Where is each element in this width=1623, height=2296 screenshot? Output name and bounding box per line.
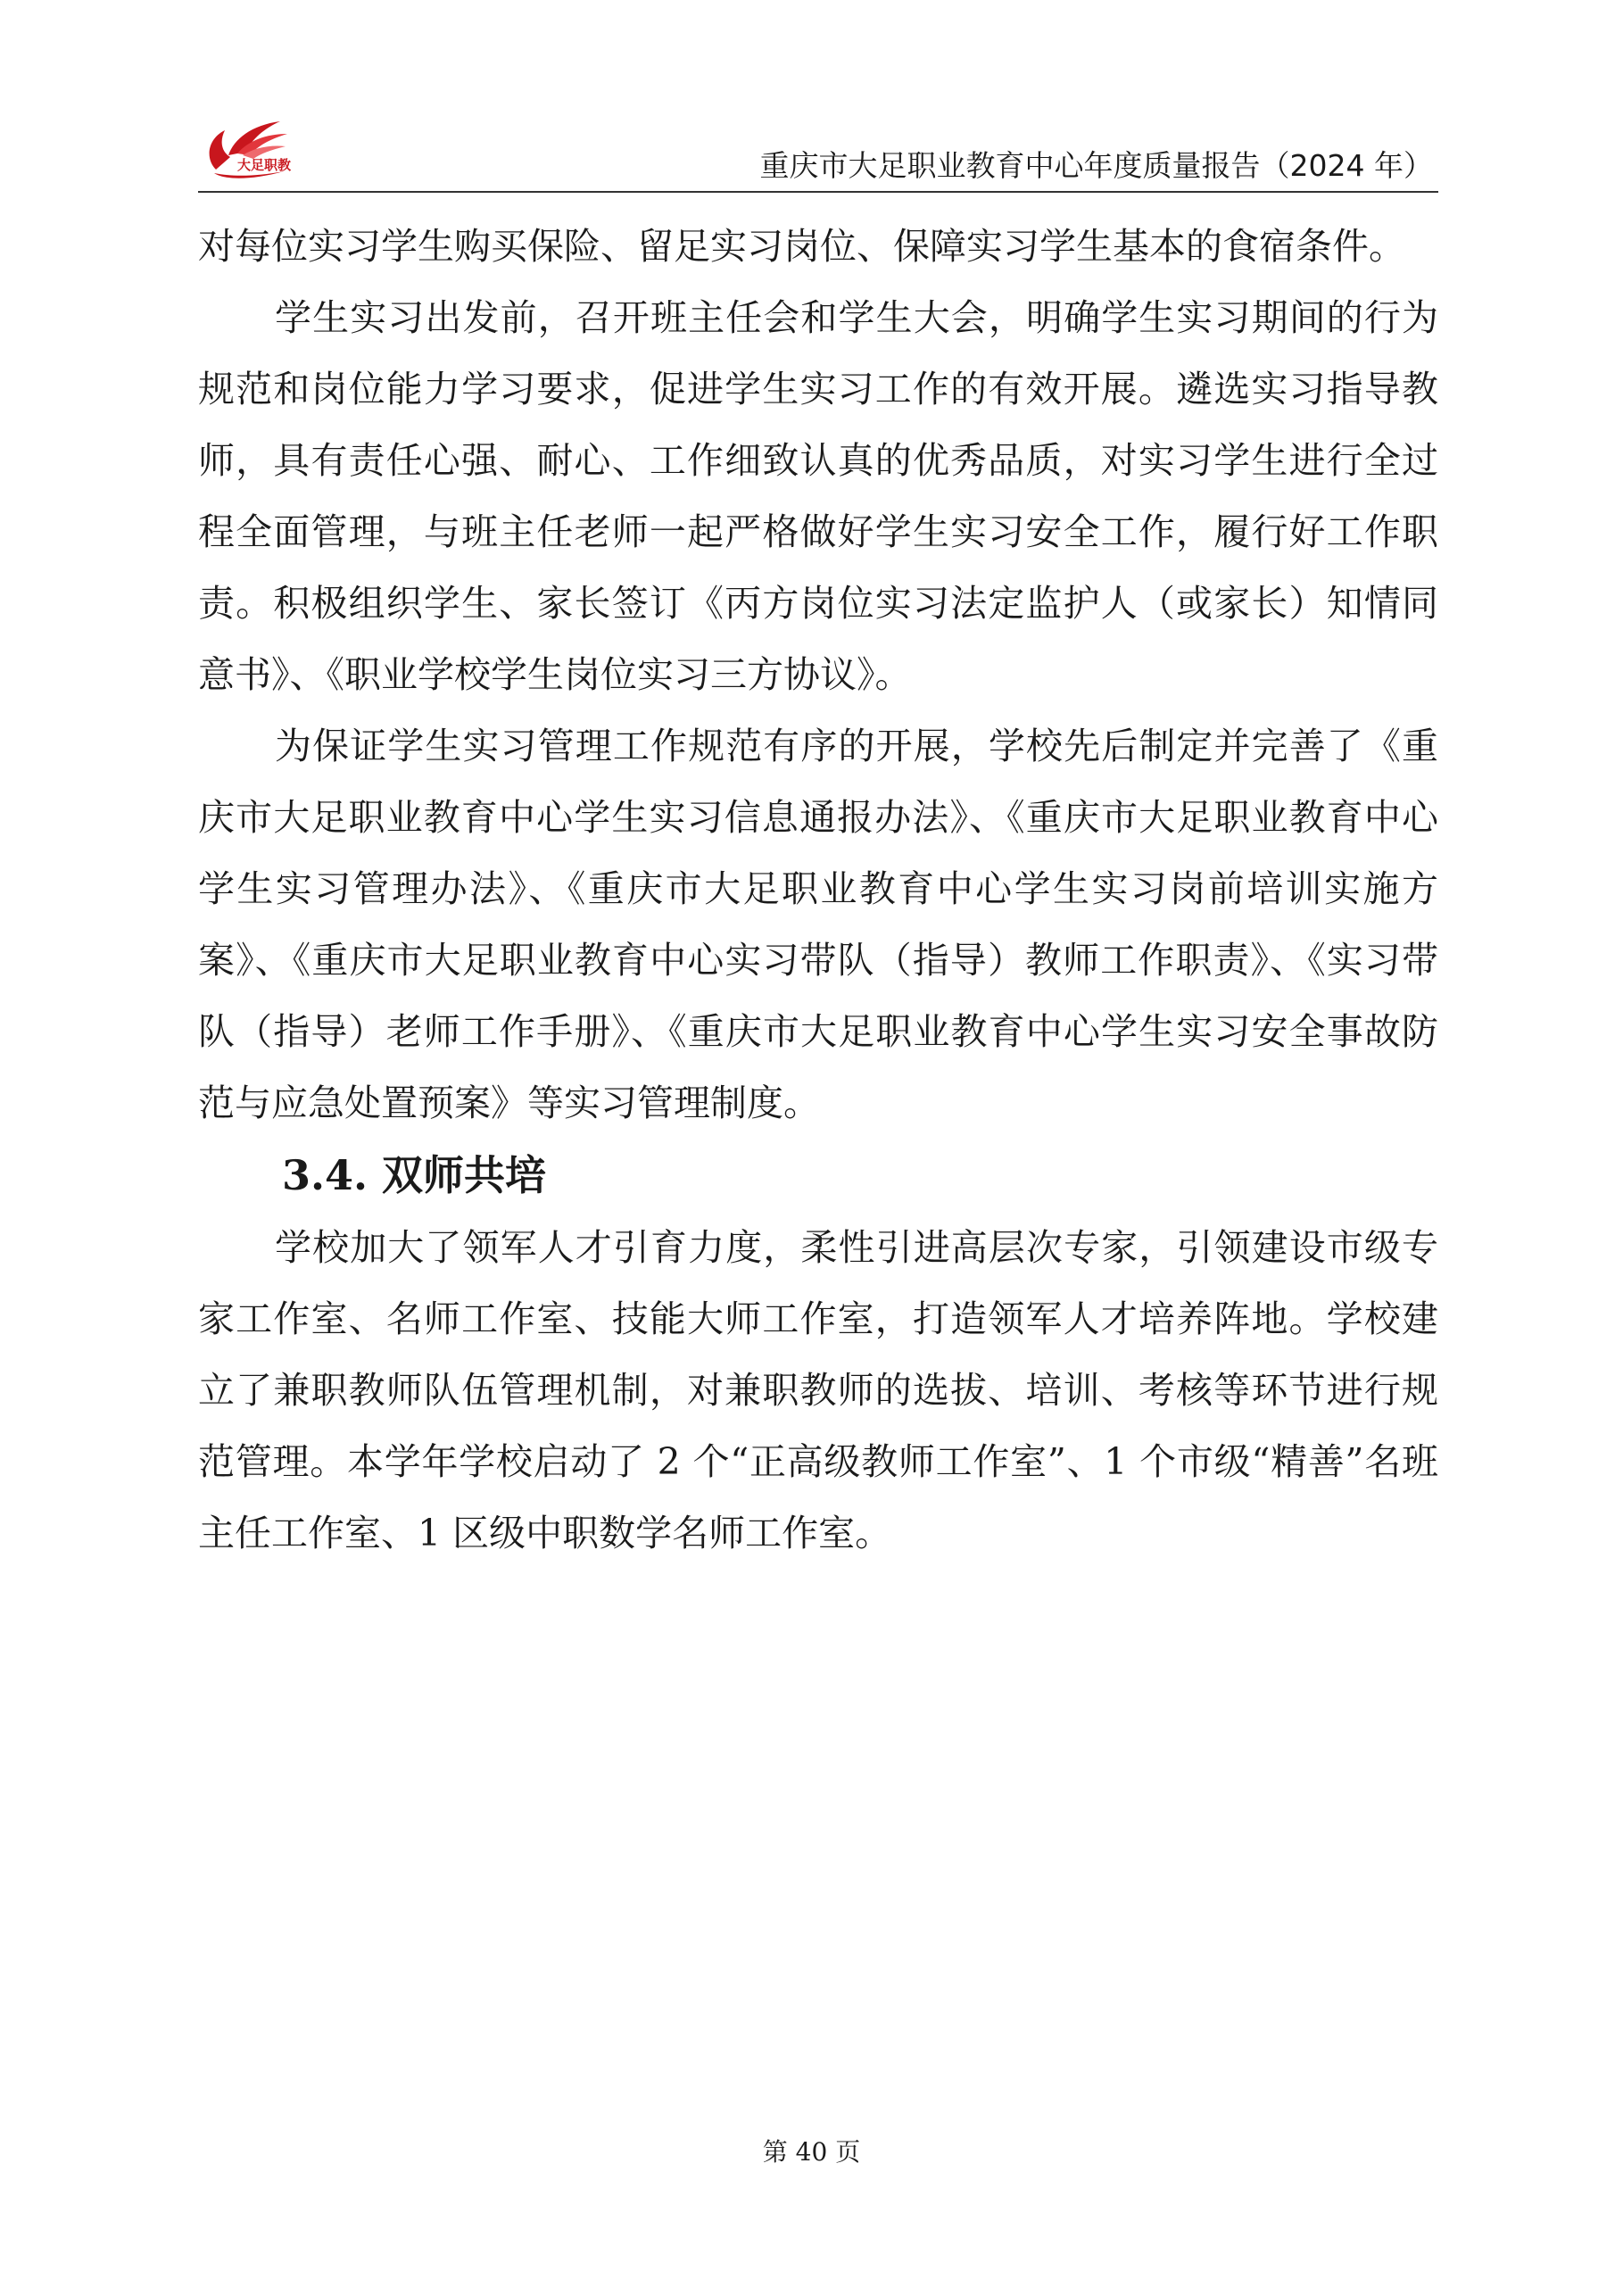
paragraph-internship-regulations: 为保证学生实习管理工作规范有序的开展，学校先后制定并完善了《重庆市大足职业教育中心学生实习信息通报办法》、《重庆市大足职业教育中心学生实习管理办法》、《重庆市大足职业教育中心学生实习岗前培训实施方案》、《重庆市大足职业教育中心实习带队（指导）教师工作职责》、《实习带队（指导）老师工作手册》、《重庆市大足职业教育中心学生实习安全事故防范与应急处置预案》等实习管理制度。	[198, 725, 1438, 1124]
page-content	[198, 211, 1438, 1569]
school-logo	[198, 114, 305, 186]
section-heading: 3.4. 双师共培	[282, 1151, 547, 1199]
page-number: 第 40 页	[762, 2137, 861, 2167]
paragraph-internship-preparation: 学生实习出发前，召开班主任会和学生大会，明确学生实习期间的行为规范和岗位能力学习要求，促进学生实习工作的有效开展。遴选实习指导教师，具有责任心强、耐心、工作细致认真的优秀品质，对实习学生进行全过程全面管理，与班主任老师一起严格做好学生实习安全工作，履行好工作职责。积极组织学生、家长签订《丙方岗位实习法定监护人（或家长）知情同意书》、《职业学校学生岗位实习三方协议》。	[198, 296, 1438, 696]
report-title: 重庆市大足职业教育中心年度质量报告（2024 年）	[759, 148, 1433, 183]
phoenix-logo-icon	[198, 114, 305, 186]
page-header	[198, 105, 1438, 193]
paragraph-dual-teacher-training: 学校加大了领军人才引育力度，柔性引进高层次专家，引领建设市级专家工作室、名师工作室、技能大师工作室，打造领军人才培养阵地。学校建立了兼职教师队伍管理机制，对兼职教师的选拔、培训、考核等环节进行规范管理。本学年学校启动了 2 个“正高级教师工作室”、1 个市级“精善”名班主任工作室、1 区级中职数学名师工作室。	[198, 1226, 1438, 1554]
paragraph-continued: 对每位实习学生购买保险、留足实习岗位、保障实习学生基本的食宿条件。	[198, 225, 1405, 268]
logo-text: 大足职教	[237, 157, 292, 173]
